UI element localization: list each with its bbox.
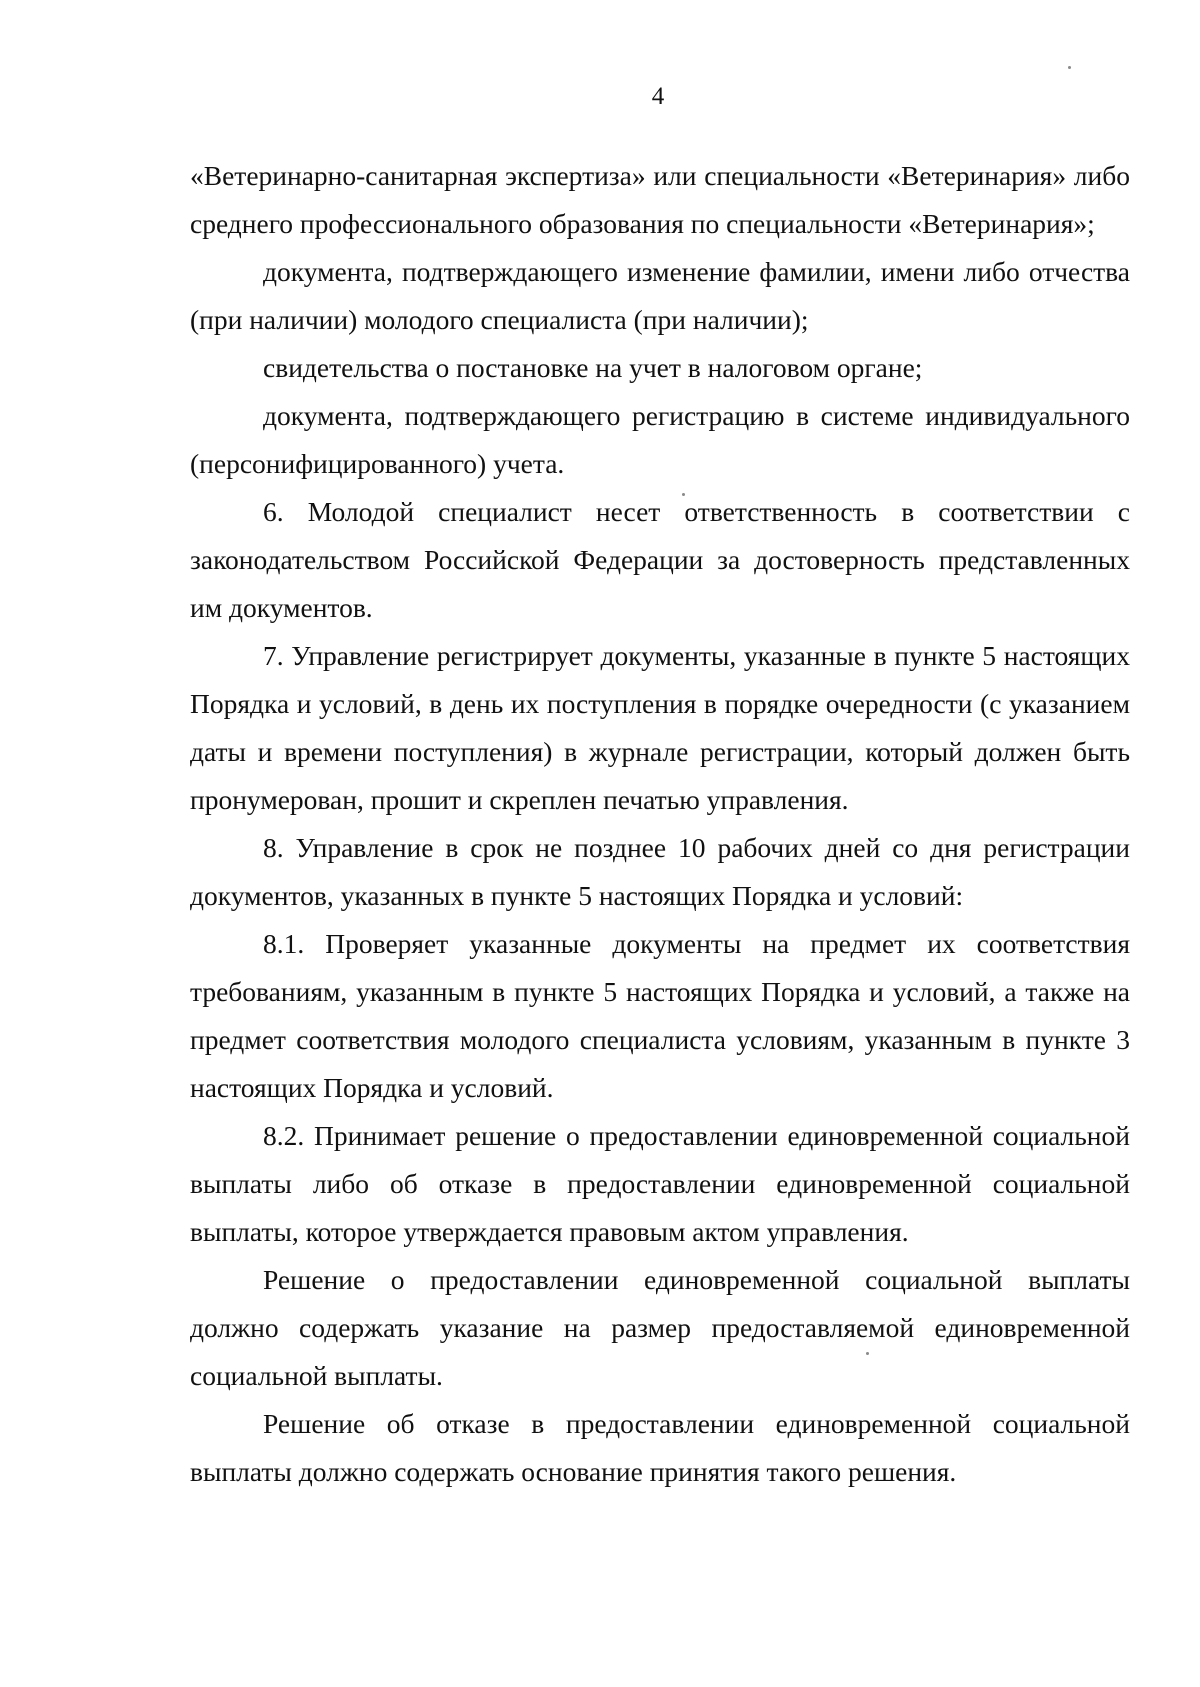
paragraph-clause-7: 7. Управление регистрирует документы, указанные в пункте 5 настоящих Порядка и условий, в день их поступления в порядке очередности (с указанием даты и времени поступления) в журнале регистрации, который должен быть пронумерован, прошит и скреплен печатью управления. [190, 640, 1130, 815]
paragraph-decision-grant: Решение о предоставлении единовременной социальной выплаты должно содержать указание на размер предоставляемой единовременной социальной выплаты. [190, 1264, 1130, 1391]
page-number: 4 [651, 83, 665, 110]
paragraph-decision-refusal: Решение об отказе в предоставлении единовременной социальной выплаты должно содержать основание принятия такого решения. [190, 1408, 1130, 1487]
paragraph-education-requirement: «Ветеринарно-санитарная экспертиза» или специальности «Ветеринария» либо среднего профессионального образования по специальности «Ветеринария»; [190, 160, 1130, 239]
scan-speck [682, 493, 685, 496]
paragraph-clause-8-1: 8.1. Проверяет указанные документы на предмет их соответствия требованиям, указанным в пункте 5 настоящих Порядка и условий, а также на предмет соответствия молодого специалиста условиям, указанным в пункте 3 настоящих Порядка и условий. [190, 928, 1130, 1103]
document-body [190, 152, 1130, 1496]
scan-speck [866, 1352, 869, 1355]
paragraph-name-change-document: документа, подтверждающего изменение фамилии, имени либо отчества (при наличии) молодого специалиста (при наличии); [190, 256, 1130, 335]
paragraph-clause-8-2: 8.2. Принимает решение о предоставлении единовременной социальной выплаты либо об отказе в предоставлении единовременной социальной выплаты, которое утверждается правовым актом управления. [190, 1120, 1130, 1247]
paragraph-clause-6: 6. Молодой специалист несет ответственность в соответствии с законодательством Российской Федерации за достоверность представленных им документов. [190, 496, 1130, 623]
paragraph-clause-8: 8. Управление в срок не позднее 10 рабочих дней со дня регистрации документов, указанных в пункте 5 настоящих Порядка и условий: [190, 832, 1130, 911]
paragraph-tax-registration: свидетельства о постановке на учет в налоговом органе; [263, 352, 923, 383]
scan-speck [1068, 66, 1071, 69]
paragraph-personal-accounting: документа, подтверждающего регистрацию в системе индивидуального (персонифицированного) учета. [190, 400, 1130, 479]
